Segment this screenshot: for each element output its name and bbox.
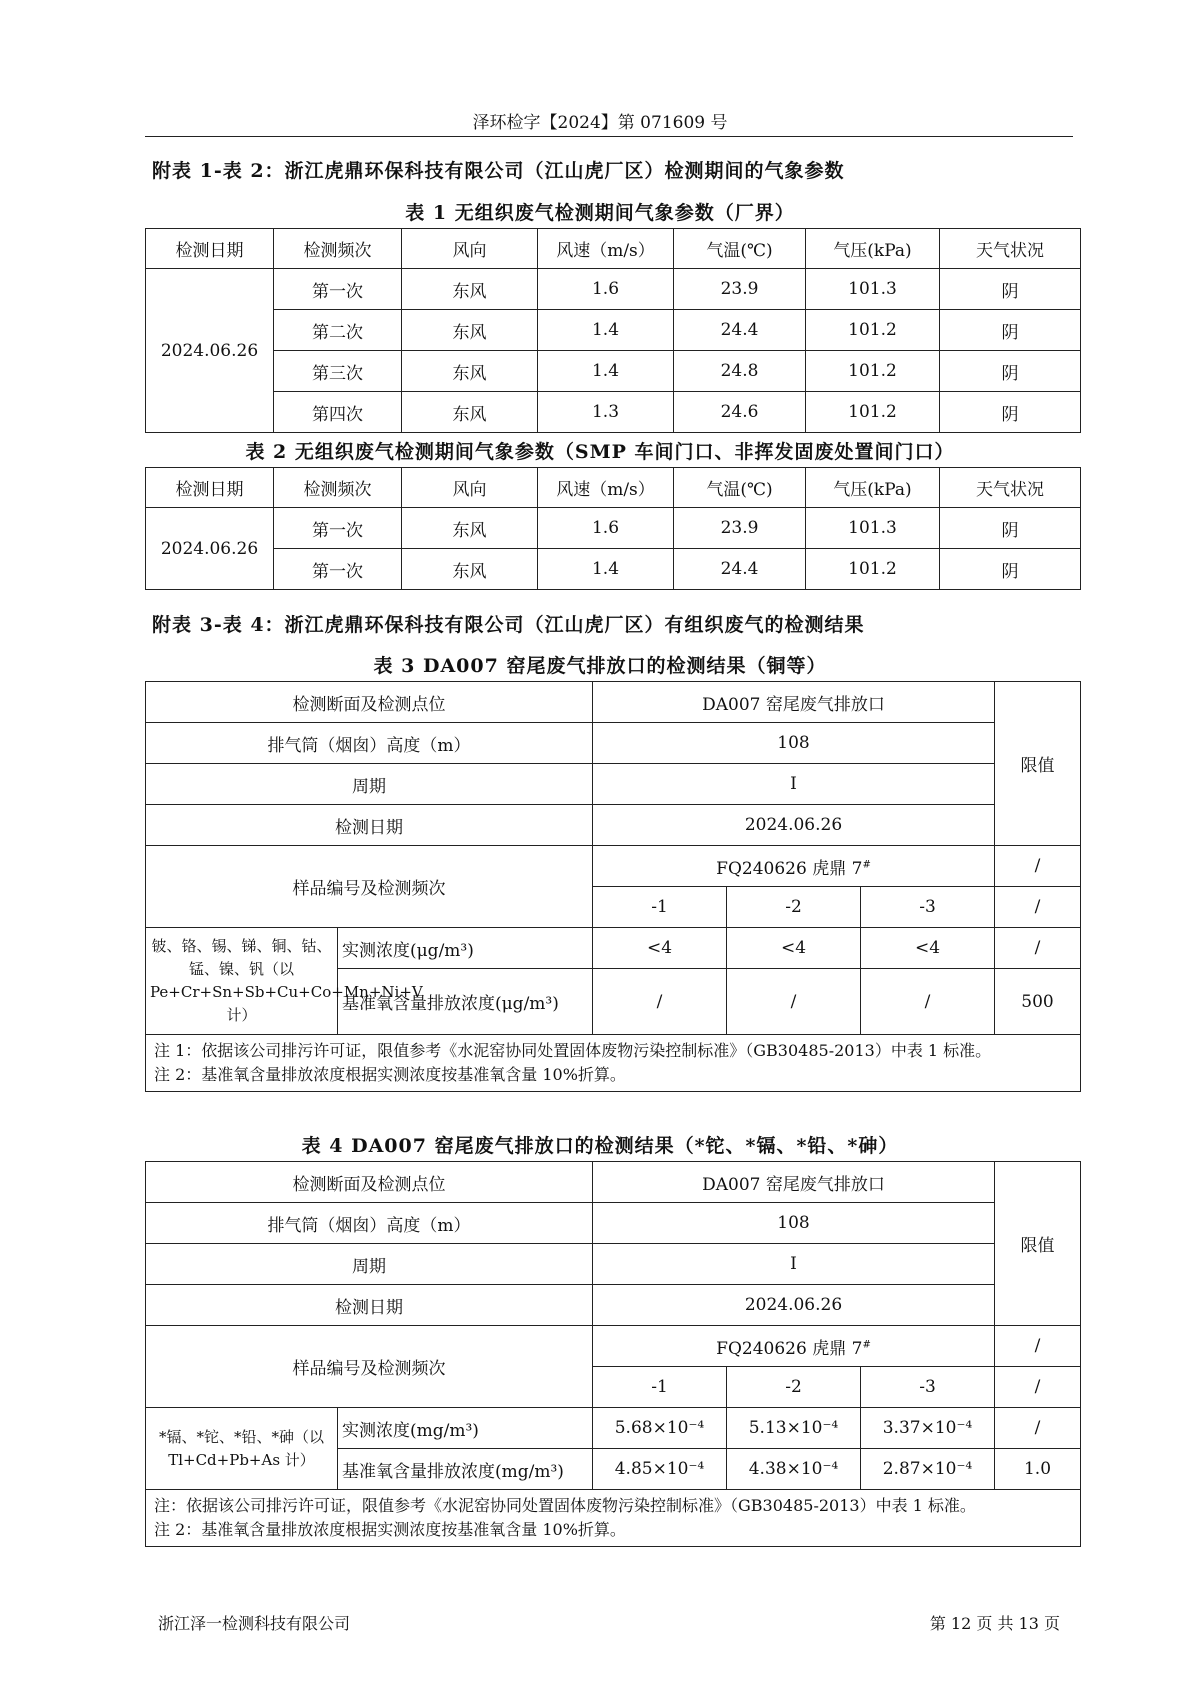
table-cell: 24.4 [674,310,806,351]
table4-height-label: 排气筒（烟囱）高度（m） [146,1203,593,1244]
table-cell: 23.9 [674,269,806,310]
table-cell: -1 [593,1367,727,1408]
section-title-2: 附表 3-表 4：浙江虎鼎环保科技有限公司（江山虎厂区）有组织废气的检测结果 [152,614,865,636]
table-row [146,392,1081,433]
table-cell: 阴 [940,310,1081,351]
table2-header-row [146,468,1081,508]
table1-header: 气温(℃) [674,229,806,269]
table-cell: 4.38×10⁻⁴ [727,1449,861,1490]
footer-page-number: 第 12 页 共 13 页 [929,1614,1060,1633]
note-line: 注：依据该公司排污许可证，限值参考《水泥窑协同处置固体废物污染控制标准》（GB30485-2013）中表 1 标准。 [154,1496,976,1515]
table4-pollutant: *镉、*铊、*铅、*砷（以 Tl+Cd+Pb+As 计） [146,1408,338,1490]
table-cell: 1.4 [538,351,674,392]
table-cell: / [995,1367,1081,1408]
table3-cycle-value: I [593,764,995,805]
table4-point-value: DA007 窑尾废气排放口 [593,1162,995,1203]
table-cell: 东风 [402,392,538,433]
table-row [146,805,1081,846]
table1-header-row [146,229,1081,269]
table-row [146,310,1081,351]
table3-point-label: 检测断面及检测点位 [146,682,593,723]
table4-point-label: 检测断面及检测点位 [146,1162,593,1203]
table-cell: 101.3 [806,269,940,310]
table-cell: -1 [593,887,727,928]
table-cell: 101.2 [806,549,940,590]
table-row [146,549,1081,590]
table-cell: 第一次 [274,269,402,310]
table4-title: 表 4 DA007 窑尾废气排放口的检测结果（*铊、*镉、*铅、*砷） [301,1135,899,1157]
table4 [145,1161,1081,1547]
table-row [146,928,1081,969]
table-cell: <4 [861,928,995,969]
table3-title: 表 3 DA007 窑尾废气排放口的检测结果（铜等） [373,655,827,677]
table-row [146,1326,1081,1367]
table-cell: 23.9 [674,508,806,549]
table-cell: 24.4 [674,549,806,590]
table4-cycle-value: I [593,1244,995,1285]
table3-point-value: DA007 窑尾废气排放口 [593,682,995,723]
table4-base-label: 基准氧含量排放浓度(mg/m³) [338,1449,593,1490]
table-cell: 101.2 [806,310,940,351]
table2-date: 2024.06.26 [146,508,274,590]
table-cell: 第一次 [274,508,402,549]
table-cell: 阴 [940,269,1081,310]
table3-date-value: 2024.06.26 [593,805,995,846]
table2 [145,467,1081,590]
table-cell: 第二次 [274,310,402,351]
table2-header: 气压(kPa) [806,468,940,508]
table3 [145,681,1081,1092]
table-cell: 4.85×10⁻⁴ [593,1449,727,1490]
table3-sample-value: FQ240626 虎鼎 7# [593,846,995,887]
note-line: 注 1：依据该公司排污许可证，限值参考《水泥窑协同处置固体废物污染控制标准》（GB30485-2013）中表 1 标准。 [154,1041,992,1060]
table1-date: 2024.06.26 [146,269,274,433]
table-cell: 1.0 [995,1449,1081,1490]
table-cell: 东风 [402,549,538,590]
table-cell: 500 [995,969,1081,1035]
table-cell: 101.2 [806,351,940,392]
table-row [146,1035,1081,1092]
table-cell: 东风 [402,269,538,310]
table-cell: 第四次 [274,392,402,433]
header-divider [145,136,1073,137]
table-row [146,682,1081,723]
table3-limit-label: 限值 [995,682,1081,846]
table-cell: -2 [727,1367,861,1408]
table4-measured-label: 实测浓度(mg/m³) [338,1408,593,1449]
table-cell: 2.87×10⁻⁴ [861,1449,995,1490]
table-cell: 东风 [402,508,538,549]
table3-base-label: 基准氧含量排放浓度(μg/m³) [338,969,593,1035]
table2-header: 天气状况 [940,468,1081,508]
table1 [145,228,1081,433]
table-cell: -2 [727,887,861,928]
table4-notes [146,1490,1081,1547]
table-cell: / [995,1326,1081,1367]
table-cell: 阴 [940,508,1081,549]
table4-date-label: 检测日期 [146,1285,593,1326]
table1-header: 天气状况 [940,229,1081,269]
table-row [146,269,1081,310]
table-cell: 1.3 [538,392,674,433]
table-cell: / [861,969,995,1035]
table2-header: 气温(℃) [674,468,806,508]
table-row [146,1490,1081,1547]
table-cell: 阴 [940,549,1081,590]
table-row [146,351,1081,392]
table3-height-value: 108 [593,723,995,764]
table1-header: 风速（m/s） [538,229,674,269]
table-row [146,764,1081,805]
table-cell: / [995,928,1081,969]
table-row [146,1203,1081,1244]
table4-cycle-label: 周期 [146,1244,593,1285]
table-row [146,1285,1081,1326]
table3-measured-label: 实测浓度(μg/m³) [338,928,593,969]
table-cell: 3.37×10⁻⁴ [861,1408,995,1449]
table-cell: 第三次 [274,351,402,392]
table-cell: 5.13×10⁻⁴ [727,1408,861,1449]
table-cell: 1.6 [538,508,674,549]
table-cell: 东风 [402,351,538,392]
table4-limit-label: 限值 [995,1162,1081,1326]
table-cell: / [995,887,1081,928]
table-cell: / [995,1408,1081,1449]
table-cell: -3 [861,887,995,928]
table-cell: 101.3 [806,508,940,549]
table-cell: 24.8 [674,351,806,392]
table2-header: 检测频次 [274,468,402,508]
table-cell: -3 [861,1367,995,1408]
table-row [146,723,1081,764]
table-cell: / [727,969,861,1035]
table1-header: 气压(kPa) [806,229,940,269]
note-line: 注 2：基准氧含量排放浓度根据实测浓度按基准氧含量 10%折算。 [154,1065,626,1084]
table-cell: 阴 [940,392,1081,433]
table-row [146,846,1081,887]
table3-notes [146,1035,1081,1092]
table-cell: 5.68×10⁻⁴ [593,1408,727,1449]
table4-height-value: 108 [593,1203,995,1244]
table-row [146,508,1081,549]
section-title-1: 附表 1-表 2：浙江虎鼎环保科技有限公司（江山虎厂区）检测期间的气象参数 [152,160,845,182]
table-cell: <4 [593,928,727,969]
table-cell: <4 [727,928,861,969]
table2-header: 风速（m/s） [538,468,674,508]
table-cell: 阴 [940,351,1081,392]
table3-cycle-label: 周期 [146,764,593,805]
table1-header: 检测频次 [274,229,402,269]
table3-sample-label: 样品编号及检测频次 [146,846,593,928]
table2-header: 检测日期 [146,468,274,508]
table1-title: 表 1 无组织废气检测期间气象参数（厂界） [405,202,795,224]
table3-pollutant: 铍、铬、锡、锑、铜、钴、锰、镍、钒（以 Pe+Cr+Sn+Sb+Cu+Co+Mn+Ni+V 计） [146,928,338,1035]
table-row [146,1244,1081,1285]
table-cell: 24.6 [674,392,806,433]
note-line: 注 2：基准氧含量排放浓度根据实测浓度按基准氧含量 10%折算。 [154,1520,626,1539]
document-number: 泽环检字【2024】第 071609 号 [472,113,728,133]
table-row [146,1162,1081,1203]
table-cell: 1.4 [538,310,674,351]
table-cell: / [593,969,727,1035]
table4-sample-value: FQ240626 虎鼎 7# [593,1326,995,1367]
table3-height-label: 排气筒（烟囱）高度（m） [146,723,593,764]
table-cell: 101.2 [806,392,940,433]
table2-title: 表 2 无组织废气检测期间气象参数（SMP 车间门口、非挥发固废处置间门口） [245,441,955,463]
table4-sample-label: 样品编号及检测频次 [146,1326,593,1408]
table1-header: 检测日期 [146,229,274,269]
table3-date-label: 检测日期 [146,805,593,846]
footer-company: 浙江泽一检测科技有限公司 [158,1614,351,1633]
table-row [146,1408,1081,1449]
table2-header: 风向 [402,468,538,508]
table-cell: 1.4 [538,549,674,590]
table-cell: 东风 [402,310,538,351]
table-cell: / [995,846,1081,887]
table1-header: 风向 [402,229,538,269]
table-cell: 第一次 [274,549,402,590]
table4-date-value: 2024.06.26 [593,1285,995,1326]
table-cell: 1.6 [538,269,674,310]
